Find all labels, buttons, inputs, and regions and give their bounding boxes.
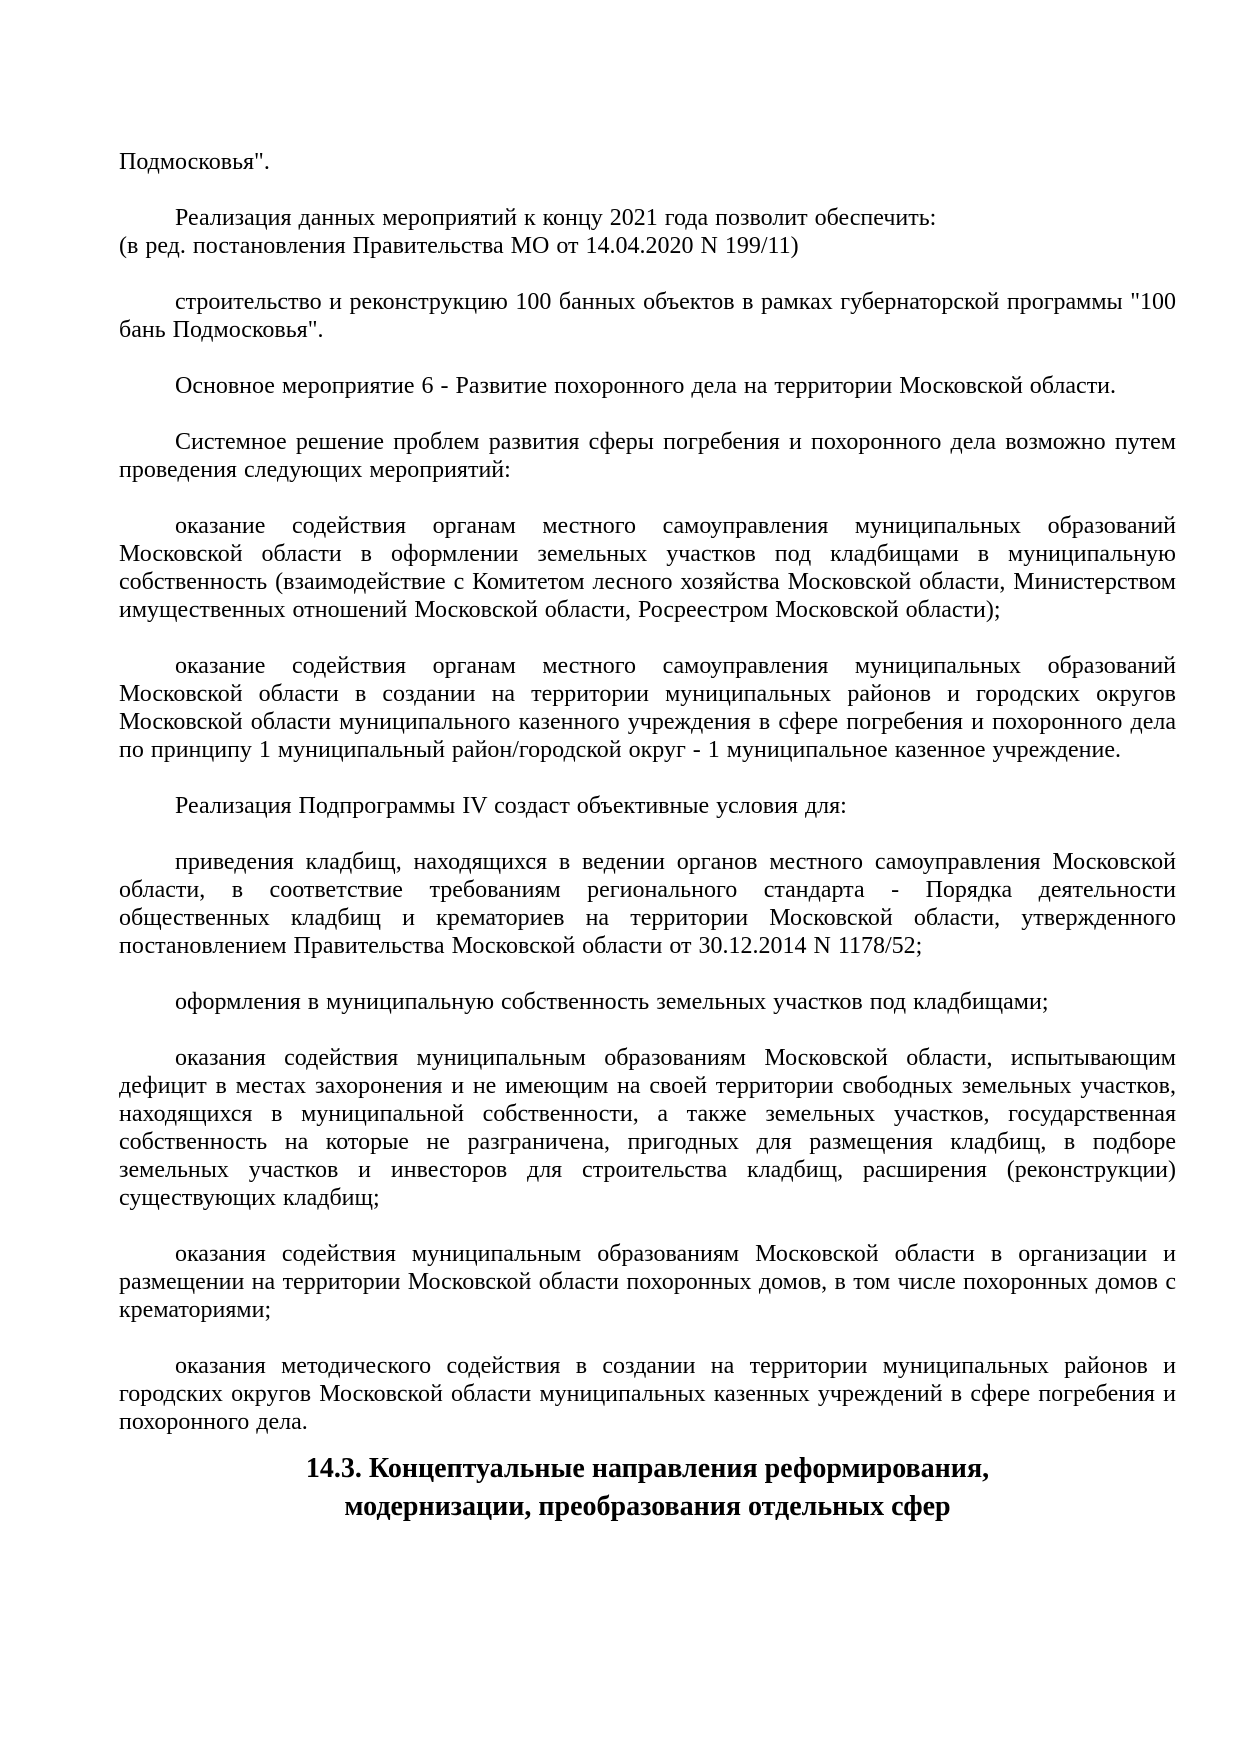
paragraph-methodical-assistance: оказания методического содействия в создании на территории муниципальных районов и городских округов Московской области муниципальных казенных учреждений в сфере погребения и похоронного дела. — [119, 1353, 1176, 1435]
paragraph-assistance-institutions: оказание содействия органам местного самоуправления муниципальных образований Московской области в создании на территории муниципальных районов и городских округов Московской области муниципального казенного учреждения в сфере погребения и похоронного дела по принципу 1 муниципальный район/городской округ - 1 муниципальное казенное учреждение. — [119, 653, 1176, 763]
amendment-note: (в ред. постановления Правительства МО от 14.04.2020 N 199/11) — [119, 233, 799, 259]
section-heading-line1: 14.3. Концептуальные направления реформирования, — [305, 1453, 990, 1484]
paragraph-land-deficit-assistance: оказания содействия муниципальным образованиям Московской области, испытывающим дефицит в местах захоронения и не имеющим на своей территории свободных земельных участков, находящихся в муниципальной собственности, а также земельных участков, государственная собственность на которые не разграничена, пригодных для размещения кладбищ, в подборе земельных участков и инвесторов для строительства кладбищ, расширения (реконструкции) существующих кладбищ; — [119, 1045, 1176, 1211]
section-heading-line2: модернизации, преобразования отдельных сфер — [344, 1491, 951, 1522]
paragraph-assistance-land-registration: оказание содействия органам местного самоуправления муниципальных образований Московской области в оформлении земельных участков под кладбищами в муниципальную собственность (взаимодействие с Комитетом лесного хозяйства Московской области, Министерством имущественных отношений Московской области, Росреестром Московской области); — [119, 513, 1176, 623]
paragraph-main-measure-6: Основное мероприятие 6 - Развитие похоронного дела на территории Московской области. — [175, 373, 1117, 399]
paragraph-municipal-ownership: оформления в муниципальную собственность земельных участков под кладбищами; — [175, 989, 1049, 1015]
paragraph-realization-intro: Реализация данных мероприятий к концу 2021 года позволит обеспечить: — [175, 205, 937, 231]
paragraph-funeral-homes: оказания содействия муниципальным образованиям Московской области в организации и размещении на территории Московской области похоронных домов, в том числе похоронных домов с крематориями; — [119, 1241, 1176, 1323]
paragraph-banya-program: строительство и реконструкцию 100 банных объектов в рамках губернаторской программы "100 бань Подмосковья". — [119, 289, 1176, 343]
section-heading-14-3 — [119, 1450, 1176, 1526]
document-text-block — [119, 148, 1176, 1526]
paragraph-cemeteries-standard: приведения кладбищ, находящихся в ведении органов местного самоуправления Московской области, в соответствие требованиям регионального стандарта - Порядка деятельности общественных кладбищ и крематориев на территории Московской области, утвержденного постановлением Правительства Московской области от 30.12.2014 N 1178/52; — [119, 849, 1176, 959]
paragraph-subprogram-iv-intro: Реализация Подпрограммы IV создаст объективные условия для: — [175, 793, 847, 819]
paragraph-systemic-solution: Системное решение проблем развития сферы погребения и похоронного дела возможно путем проведения следующих мероприятий: — [119, 429, 1176, 483]
paragraph-continuation: Подмосковья". — [119, 149, 270, 175]
